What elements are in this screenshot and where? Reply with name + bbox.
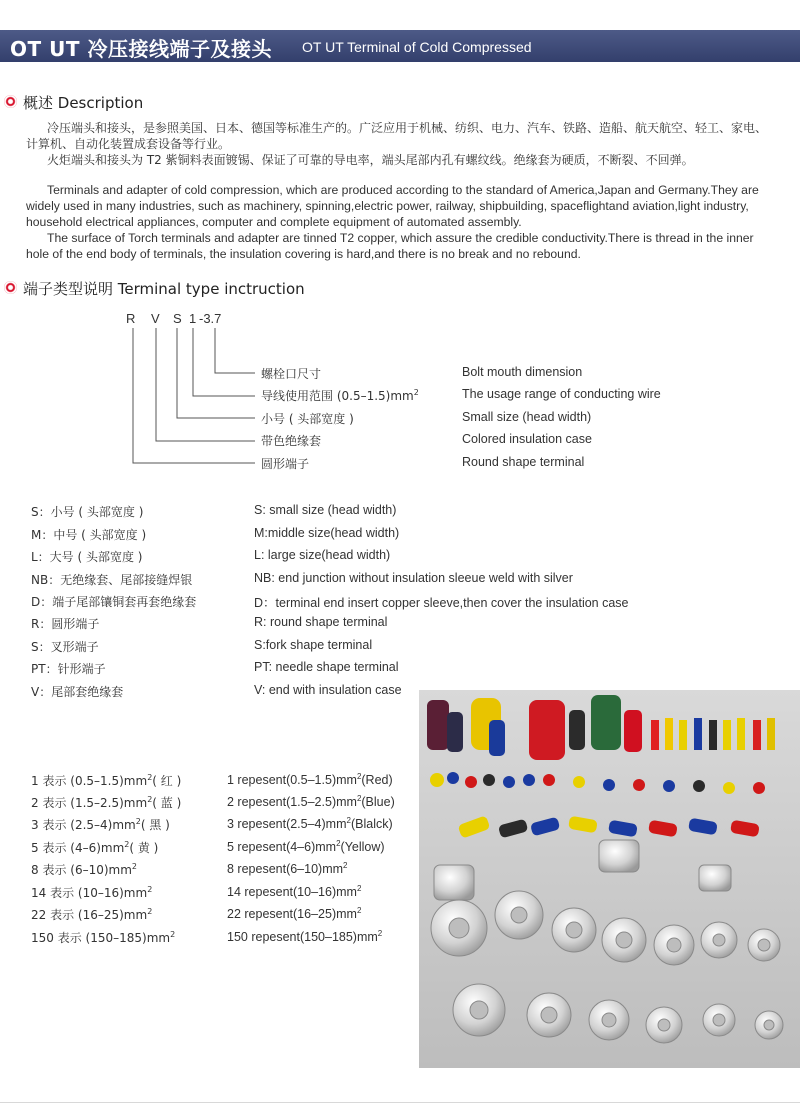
abbr-cn: L：大号 ( 头部宽度 ) <box>31 550 143 564</box>
abbr-en: S: small size (head width) <box>254 503 397 517</box>
size-cn: 8 表示 $(6-10)mm^2$ <box>31 862 138 877</box>
description-en-line: The surface of Torch terminals and adapter are tinned T2 copper, which assure the credible conductivity.There is thread in the inner <box>47 231 754 245</box>
footer-divider <box>0 1102 800 1103</box>
size-cn: 14 表示 $(10-16)mm^2$ <box>31 885 153 900</box>
size-en: 22 $repesent(16-25)mm^2$ <box>227 906 362 922</box>
abbr-cn: PT：针形端子 <box>31 662 106 676</box>
diagram-label-en: Colored insulation case <box>462 432 592 446</box>
description-en-line: household electrical appliances, computer and complete equipment of automated assembly. <box>26 215 522 229</box>
terminals-illustration <box>419 690 800 1068</box>
description-cn-line: 冷压端头和接头，是参照美国、日本、德国等标准生产的。广泛应用于机械、纺织、电力、汽车、铁路、造船、航天航空、轻工、家电、 <box>47 121 768 135</box>
abbr-en: L: large size(head width) <box>254 548 391 562</box>
code-letter-size: 1 <box>189 311 197 326</box>
size-cn: 150 表示 $(150-185)mm^2$ <box>31 930 176 945</box>
abbr-en: PT: needle shape terminal <box>254 660 399 674</box>
abbr-en: S:fork shape terminal <box>254 638 373 652</box>
diagram-label-cn: 螺栓口尺寸 <box>261 367 322 381</box>
code-diagram-lines <box>0 0 800 500</box>
abbr-en: V: end with insulation case <box>254 683 402 697</box>
code-letter-bolt: -3.7 <box>199 311 222 326</box>
code-letter-s: S <box>173 311 182 326</box>
abbr-en: R: round shape terminal <box>254 615 388 629</box>
abbr-en: M:middle size(head width) <box>254 526 400 540</box>
size-cn: 2 表示 $(1.5-2.5)mm^2$( 蓝 ) <box>31 795 182 810</box>
description-en-line: widely used in many industries, such as machinery, spinning,electric power, railway, shipbuilding, spaceflightand aviation,light industry, <box>26 199 749 213</box>
size-en: 150 $repesent(150-185)mm^2$ <box>227 929 383 945</box>
abbr-cn: D：端子尾部镶铜套再套绝缘套 <box>31 595 197 609</box>
size-en: 1 $repesent(0.5-1.5)mm^2(Red)$ <box>227 772 393 788</box>
product-photo <box>419 690 800 1068</box>
page-subtitle: OT UT Terminal of Cold Compressed <box>302 39 532 55</box>
diagram-label-cn: 圆形端子 <box>261 457 310 471</box>
size-cn: 22 表示 $(16-25)mm^2$ <box>31 907 153 922</box>
diagram-label-en: Small size (head width) <box>462 410 592 424</box>
description-cn-line: 计算机、自动化装置成套设备等行业。 <box>26 137 231 151</box>
diagram-label-cn: 小号 ( 头部宽度 ) <box>261 412 354 426</box>
type-intro-heading: 端子类型说明 Terminal type inctruction <box>23 280 305 298</box>
abbr-en: D：terminal end insert copper sleeve,then cover the insulation case <box>254 596 629 610</box>
size-en: 8 $repesent(6-10)mm^2$ <box>227 861 348 877</box>
description-en-line: Terminals and adapter of cold compression, which are produced according to the standard of America,Japan and Germany.They are <box>47 183 759 197</box>
abbr-cn: S：小号 ( 头部宽度 ) <box>31 505 144 519</box>
abbr-cn: NB：无绝缘套、尾部接缝焊银 <box>31 573 193 587</box>
description-heading: 概述 Description <box>23 94 144 112</box>
size-cn: 1 表示 $(0.5-1.5)mm^2$( 红 ) <box>31 773 182 788</box>
bracket-line-v <box>156 328 255 441</box>
abbr-en: NB: end junction without insulation sleeue weld with silver <box>254 571 573 585</box>
code-letter-v: V <box>151 311 160 326</box>
diagram-label-en: Round shape terminal <box>462 455 585 469</box>
abbr-cn: R：圆形端子 <box>31 617 100 631</box>
diagram-label-cn: 导线使用范围 $(0.5-1.5)mm^2$ <box>261 388 419 403</box>
size-cn: 5 表示 $(4-6)mm^2$( 黄 ) <box>31 840 159 855</box>
diagram-label-cn: 带色绝缘套 <box>261 434 322 448</box>
diagram-label-en: The usage range of conducting wire <box>462 387 661 401</box>
size-cn: 3 表示 $(2.5-4)mm^2$( 黑 ) <box>31 817 170 832</box>
description-cn-line: 火炬端头和接头为 T2 紫铜料表面镀锡、保证了可靠的导电率，端头尾部内孔有螺纹线。绝缘套为硬质，不断裂、不回弹。 <box>47 153 694 167</box>
page-title: OT UT 冷压接线端子及接头 <box>10 37 272 61</box>
size-en: 2 $repesent(1.5-2.5)mm^2(Blue)$ <box>227 794 395 810</box>
code-letter-r: R <box>126 311 136 326</box>
diagram-label-en: Bolt mouth dimension <box>462 365 583 379</box>
abbr-cn: V：尾部套绝缘套 <box>31 685 124 699</box>
abbr-cn: M：中号 ( 头部宽度 ) <box>31 528 147 542</box>
size-en: 5 $repesent(4-6)mm^2(Yellow)$ <box>227 839 385 855</box>
abbr-cn: S：叉形端子 <box>31 640 99 654</box>
description-en-line: hole of the end body of terminals, the insulation covering is hard,and there is no break and no rebound. <box>26 247 581 261</box>
size-en: 14 $repesent(10-16)mm^2$ <box>227 884 362 900</box>
size-en: 3 $repesent(2.5-4)mm^2(Blalck)$ <box>227 816 393 832</box>
bracket-line-size <box>193 328 255 396</box>
bracket-line-bolt <box>215 328 255 373</box>
